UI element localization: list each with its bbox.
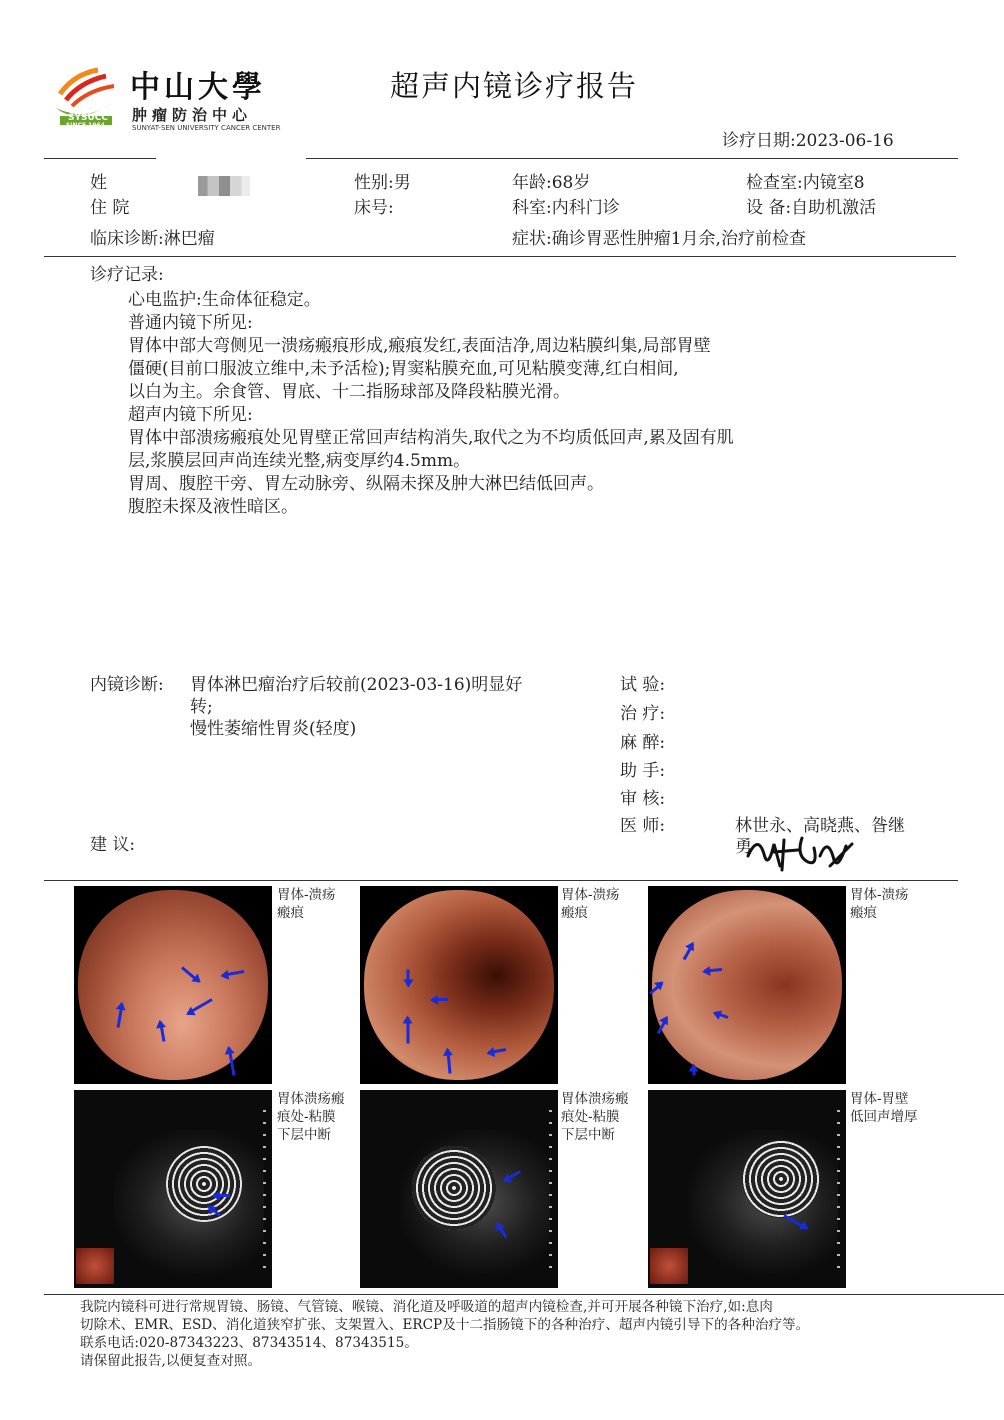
- record-line: 胃体中部大弯侧见一溃疡瘢痕形成,瘢痕发红,表面洁净,周边粘膜纠集,局部胃壁: [128, 336, 711, 356]
- endoscopy-image-3: [648, 886, 846, 1084]
- patient-age: 年龄:68岁: [512, 173, 591, 193]
- image-caption: 胃体溃疡瘢痕处-粘膜下层中断: [561, 1091, 629, 1143]
- doctor-names-overflow: 勇: [735, 837, 752, 857]
- logo-en-name: SUNYAT-SEN UNIVERSITY CANCER CENTER: [132, 124, 281, 132]
- record-line: 普通内镜下所见:: [128, 313, 253, 333]
- image-caption: 胃体-溃疡瘢痕: [850, 887, 909, 921]
- staff-label: 审 核:: [620, 789, 666, 809]
- logo-cn-sub: 肿瘤防治中心: [132, 106, 253, 124]
- diagnosis-line: 慢性萎缩性胃炎(轻度): [190, 719, 357, 739]
- patient-name-redacted: [198, 176, 250, 196]
- diagnosis-line: 胃体淋巴瘤治疗后较前(2023-03-16)明显好: [190, 675, 523, 695]
- patient-gender: 性别:男: [354, 173, 411, 193]
- ultrasound-image-2: [360, 1090, 558, 1288]
- footer-line: 我院内镜科可进行常规胃镜、肠镜、气管镜、喉镜、消化道及呼吸道的超声内镜检查,并可开展各种镜下治疗,如:息肉: [80, 1299, 773, 1315]
- arrow-icon: [407, 1018, 410, 1044]
- bed-number: 床号:: [354, 198, 394, 218]
- department: 科室:内科门诊: [512, 198, 620, 218]
- endoscopy-image-2: [360, 886, 558, 1084]
- image-section-divider: [44, 880, 958, 881]
- diagnosis-label: 内镜诊断:: [90, 675, 164, 695]
- staff-label: 试 验:: [620, 675, 666, 695]
- clinical-diagnosis: 临床诊断:淋巴瘤: [90, 229, 215, 249]
- record-line: 心电监护:生命体征稳定。: [128, 290, 321, 310]
- image-caption: 胃体-溃疡瘢痕: [561, 887, 620, 921]
- arrow-icon: [214, 1194, 230, 1197]
- record-line: 超声内镜下所见:: [128, 405, 253, 425]
- image-caption: 胃体-胃壁低回声增厚: [850, 1091, 918, 1125]
- logo-cn-name: 中山大學: [130, 70, 266, 105]
- admission-label: 住 院: [90, 198, 130, 218]
- endoscopy-image-1: [74, 886, 272, 1084]
- staff-label: 医 师:: [620, 816, 666, 836]
- footer-divider: [44, 1294, 1004, 1295]
- info-divider: [44, 256, 956, 257]
- staff-label: 助 手:: [620, 761, 666, 781]
- footer-line: 请保留此报告,以便复查对照。: [80, 1353, 262, 1369]
- ultrasound-image-1: [74, 1090, 272, 1288]
- record-line: 胃体中部溃疡瘢痕处见胃壁正常回声结构消失,取代之为不均质低回声,累及固有肌: [128, 428, 734, 448]
- ultrasound-image-3: [648, 1090, 846, 1288]
- arrow-icon: [407, 970, 410, 986]
- logo-since-bottom: SINCE 1964: [66, 122, 105, 129]
- arrow-icon: [432, 998, 448, 1001]
- image-caption: 胃体-溃疡瘢痕: [277, 887, 336, 921]
- patient-name-label: 姓: [90, 173, 107, 193]
- logo-since-top: SYSUCC: [68, 113, 108, 123]
- header-divider: [306, 158, 958, 159]
- doctor-signature-icon: [744, 826, 856, 876]
- record-line: 胃周、腹腔干旁、胃左动脉旁、纵隔未探及肿大淋巴结低回声。: [128, 474, 604, 494]
- suggestion-label: 建 议:: [90, 835, 136, 855]
- record-line: 腹腔未探及液性暗区。: [128, 497, 298, 517]
- staff-label: 麻 醉:: [620, 733, 666, 753]
- footer-line: 切除术、EMR、ESD、消化道狭窄扩张、支架置入、ERCP及十二指肠镜下的各种治疗、超声内镜引导下的各种治疗等。: [80, 1317, 810, 1333]
- record-line: 层,浆膜层回声尚连续光整,病变厚约4.5mm。: [128, 451, 471, 471]
- exam-room: 检查室:内镜室8: [746, 173, 865, 193]
- exam-date: 诊疗日期:2023-06-16: [722, 131, 894, 151]
- footer-line: 联系电话:020-87343223、87343514、87343515。: [80, 1335, 418, 1351]
- diagnosis-line: 转;: [190, 697, 213, 717]
- record-heading: 诊疗记录:: [90, 265, 164, 285]
- report-title: 超声内镜诊疗报告: [390, 69, 639, 103]
- header-divider-short: [44, 158, 156, 159]
- logo-since-text: [62, 113, 108, 141]
- equipment: 设 备:自助机激活: [746, 198, 877, 218]
- record-line: 以白为主。余食管、胃底、十二指肠球部及降段粘膜光滑。: [128, 382, 570, 402]
- record-line: 僵硬(目前口服波立维中,未予活检);胃窦粘膜充血,可见粘膜变薄,红白相间,: [128, 359, 679, 379]
- arrow-icon: [693, 1066, 696, 1076]
- image-caption: 胃体溃疡瘢痕处-粘膜下层中断: [277, 1091, 345, 1143]
- doctor-names: 林世永、高晓燕、昝继: [735, 816, 905, 836]
- symptom: 症状:确诊胃恶性肿瘤1月余,治疗前检查: [512, 229, 806, 249]
- staff-label: 治 疗:: [620, 704, 666, 724]
